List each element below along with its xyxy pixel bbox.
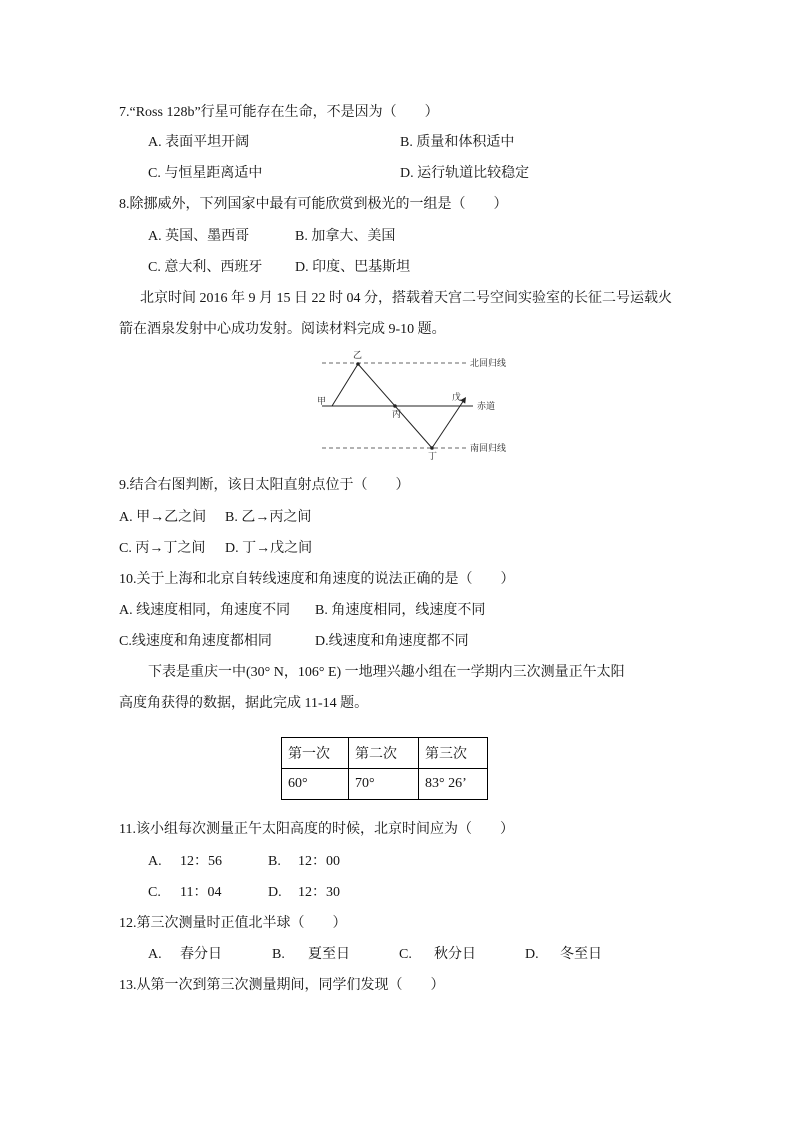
question-10-option-c: C.线速度和角速度都相同	[119, 634, 272, 649]
question-9-option-d: D. 丁→戊之间	[225, 541, 313, 556]
question-8-option-c: C. 意大利、西班牙	[148, 260, 263, 275]
question-11-option-c-label: C.	[148, 885, 161, 900]
arrow-head-icon	[460, 397, 466, 404]
question-10-option-d: D.线速度和角速度都不同	[315, 634, 469, 649]
point-bing-label: 丙	[392, 409, 402, 419]
passage-launch-line-1: 北京时间 2016 年 9 月 15 日 22 时 04 分，搭载着天宫二号空间实验室的长征二号运载火	[140, 291, 672, 306]
question-13-stem: 13.从第一次到第三次测量期间，同学们发现（ ）	[119, 978, 445, 993]
question-9-option-c: C. 丙→丁之间	[119, 541, 206, 556]
table-header-cell: 第二次	[349, 738, 419, 769]
question-8-option-b: B. 加拿大、美国	[295, 229, 396, 244]
point-yi-marker	[356, 362, 360, 366]
question-12-option-d-label: D.	[525, 947, 539, 962]
question-8-option-d: D. 印度、巴基斯坦	[295, 260, 411, 275]
sun-altitude-table	[281, 737, 488, 800]
table-cell: 60°	[282, 769, 349, 800]
table-header-cell: 第一次	[282, 738, 349, 769]
question-11-option-d-text: 12：30	[298, 885, 340, 900]
question-11-option-b-text: 12：00	[298, 854, 340, 869]
question-12-option-d-text: 冬至日	[560, 947, 602, 962]
question-10-stem: 10.关于上海和北京自转线速度和角速度的说法正确的是（ ）	[119, 572, 515, 587]
point-ding-label: 丁	[428, 451, 438, 461]
question-11-option-a-text: 12：56	[180, 854, 222, 869]
question-12-option-a-label: A.	[148, 947, 162, 962]
question-12-option-b-text: 夏至日	[308, 947, 350, 962]
equator-label: 赤道	[477, 401, 496, 411]
point-bing-marker	[393, 404, 397, 408]
point-yi-label: 乙	[353, 350, 363, 360]
question-9-option-a: A. 甲→乙之间	[119, 510, 207, 525]
question-9-stem: 9.结合右图判断，该日太阳直射点位于（ ）	[119, 478, 410, 493]
question-12-stem: 12.第三次测量时正值北半球（ ）	[119, 916, 347, 931]
question-9-option-b: B. 乙→丙之间	[225, 510, 312, 525]
point-jia-label: 甲	[317, 396, 327, 406]
question-12-option-b-label: B.	[272, 947, 285, 962]
question-7-option-d: D. 运行轨道比较稳定	[400, 166, 530, 181]
passage-launch-line-2: 箭在酒泉发射中心成功发射。阅读材料完成 9-10 题。	[119, 322, 446, 337]
passage-table-line-2: 高度角获得的数据，据此完成 11-14 题。	[119, 696, 369, 711]
question-10-option-a: A. 线速度相同，角速度不同	[119, 603, 291, 618]
question-7-stem: 7.“Ross 128b”行星可能存在生命，不是因为（ ）	[119, 105, 439, 120]
question-11-option-a-label: A.	[148, 854, 162, 869]
question-7-option-b: B. 质量和体积适中	[400, 135, 515, 150]
tropic-of-capricorn-label: 南回归线	[470, 443, 507, 453]
tropic-of-cancer-label: 北回归线	[470, 358, 507, 368]
table-cell: 70°	[349, 769, 419, 800]
question-7-option-c: C. 与恒星距离适中	[148, 166, 263, 181]
question-8-stem: 8.除挪威外，下列国家中最有可能欣赏到极光的一组是（ ）	[119, 197, 508, 212]
question-12-option-a-text: 春分日	[180, 947, 222, 962]
question-11-option-b-label: B.	[268, 854, 281, 869]
question-10-option-b: B. 角速度相同，线速度不同	[315, 603, 486, 618]
ground-track-diagram	[310, 348, 515, 466]
passage-table-line-1: 下表是重庆一中(30° N，106° E) 一地理兴趣小组在一学期内三次测量正午太阳	[148, 665, 625, 680]
question-12-option-c-label: C.	[399, 947, 412, 962]
table-row	[282, 769, 488, 800]
question-11-option-d-label: D.	[268, 885, 282, 900]
question-11-option-c-text: 11：04	[180, 885, 222, 900]
point-wu-label: 戊	[452, 392, 462, 402]
question-12-option-c-text: 秋分日	[434, 947, 476, 962]
question-11-stem: 11.该小组每次测量正午太阳高度的时候，北京时间应为（ ）	[119, 822, 514, 837]
point-ding-marker	[430, 446, 434, 450]
table-header-row	[282, 738, 488, 769]
table-header-cell: 第三次	[419, 738, 488, 769]
question-7-option-a: A. 表面平坦开阔	[148, 135, 250, 150]
question-8-option-a: A. 英国、墨西哥	[148, 229, 250, 244]
table-cell: 83° 26’	[419, 769, 488, 800]
